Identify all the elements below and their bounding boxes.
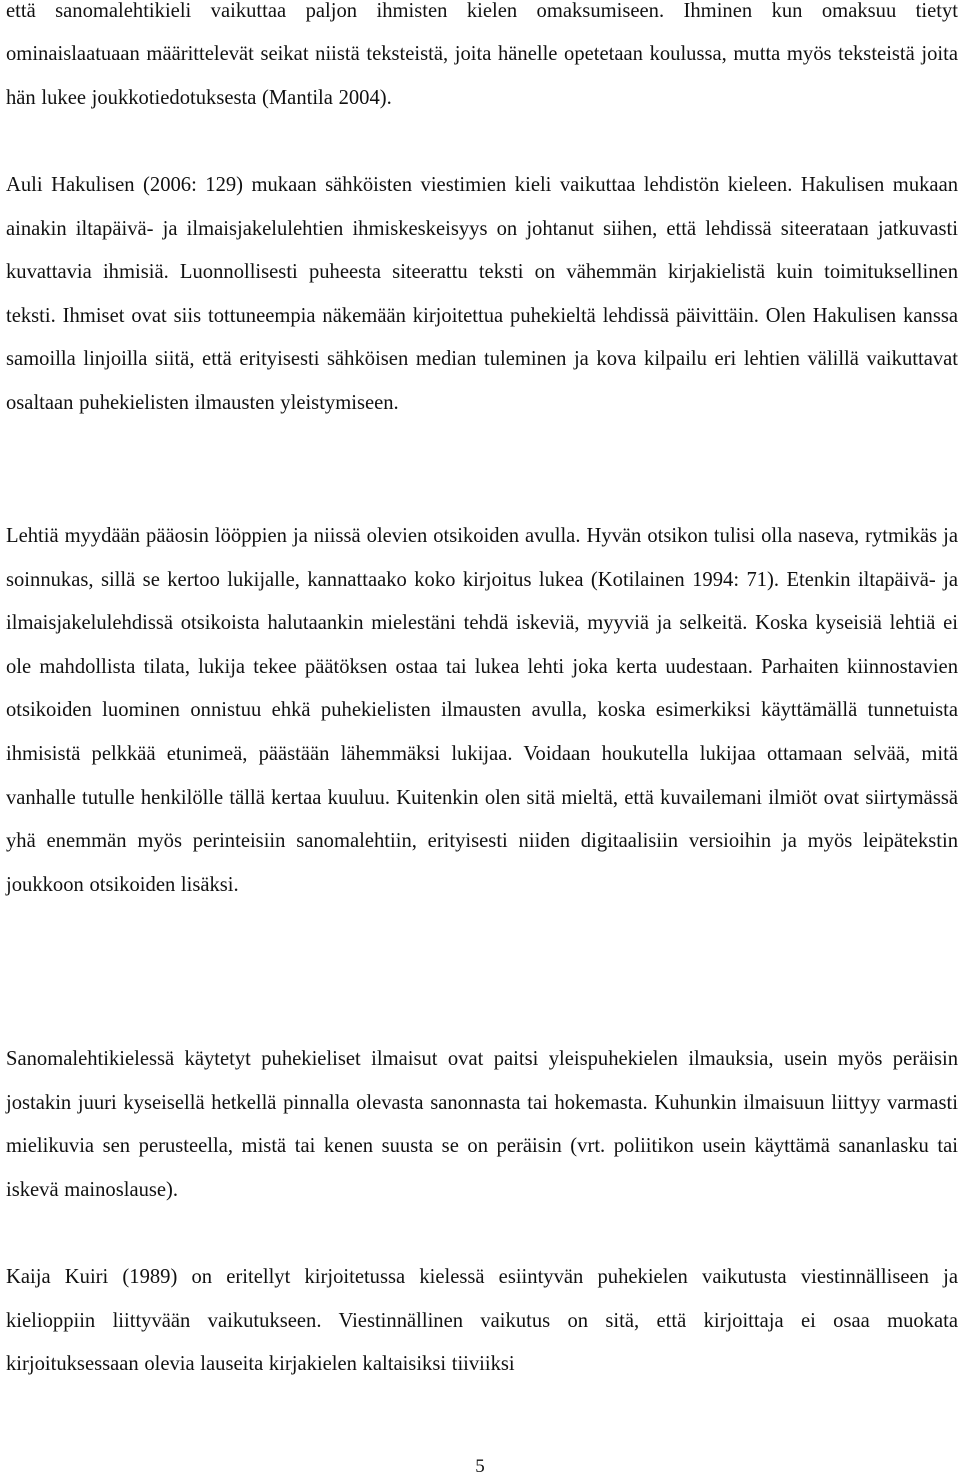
page-number: 5	[475, 1456, 485, 1477]
paragraph-5: Kaija Kuiri (1989) on eritellyt kirjoitetussa kielessä esiintyvän puhekielen vaikutusta viestinnälliseen ja kielioppiin liittyvään vaikutukseen. Viestinnällinen vaikutus on sitä, että kirjoittaja ei osaa muokata kirjoituksessaan olevia lauseita kirjakielen kaltaisiksi tiiviiksi	[6, 1266, 958, 1376]
paragraph-3: Lehtiä myydään pääosin lööppien ja niissä olevien otsikoiden avulla. Hyvän otsikon tulisi olla naseva, rytmikäs ja soinnukas, sillä se kertoo lukijalle, kannattaako koko kirjoitus lukea (Kotilainen 1994: 71). Etenkin iltapäivä- ja ilmaisjakelulehdissä otsikoista halutaankin mielestäni tehdä iskeviä, myyviä ja selkeitä. Koska kyseisiä lehtiä ei ole mahdollista tilata, lukija tekee päätöksen ostaa tai lukea lehti joka kerta uudestaan. Parhaiten kiinnostavien otsikoiden luominen onnistuu ehkä puhekielisten ilmausten avulla, koska esimerkiksi käyttämällä tunnetuista ihmisistä pelkkää etunimeä, päästään lähemmäksi lukijaa. Voidaan houkutella lukijaa ottamaan selvää, mitä vanhalle tutulle henkilölle tällä kertaa kuuluu. Kuitenkin olen sitä mieltä, että kuvailemani ilmiöt ovat siirtymässä yhä enemmän myös perinteisiin sanomalehtiin, erityisesti niiden digitaalisiin versioihin ja myös leipätekstin joukkoon otsikoiden lisäksi.	[6, 525, 958, 896]
paragraph-4: Sanomalehtikielessä käytetyt puhekieliset ilmaisut ovat paitsi yleispuhekielen ilmauksia, usein myös peräisin jostakin juuri kyseisellä hetkellä pinnalla olevasta sanonnasta tai hokemasta. Kuhunkin ilmaisuun liittyy varmasti mielikuvia sen perusteella, mistä tai kenen suusta se on peräisin (vrt. poliitikon usein käyttämä sananlasku tai iskevä mainoslause).	[6, 1048, 958, 1201]
paragraph-1: että sanomalehtikieli vaikuttaa paljon ihmisten kielen omaksumiseen. Ihminen kun omaksuu tietyt ominaislaatuaan määrittelevät seikat niistä teksteistä, joita hänelle opetetaan koulussa, mutta myös teksteistä joita hän lukee joukkotiedotuksesta (Mantila 2004).	[6, 0, 958, 109]
paragraph-2: Auli Hakulisen (2006: 129) mukaan sähköisten viestimien kieli vaikuttaa lehdistön kieleen. Hakulisen mukaan ainakin iltapäivä- ja ilmaisjakelulehtien ihmiskeskeisyys on johtanut siihen, että lehdissä siteerataan jatkuvasti kuvattavia ihmisiä. Luonnollisesti puheesta siteerattu teksti on vähemmän kirjakielistä kuin toimituksellinen teksti. Ihmiset ovat siis tottuneempia näkemään kirjoitettua puhekieltä lehdissä päivittäin. Olen Hakulisen kanssa samoilla linjoilla siitä, että erityisesti sähköisen median tuleminen ja kova kilpailu eri lehtien välillä vaikuttavat osaltaan puhekielisten ilmausten yleistymiseen.	[6, 174, 958, 414]
